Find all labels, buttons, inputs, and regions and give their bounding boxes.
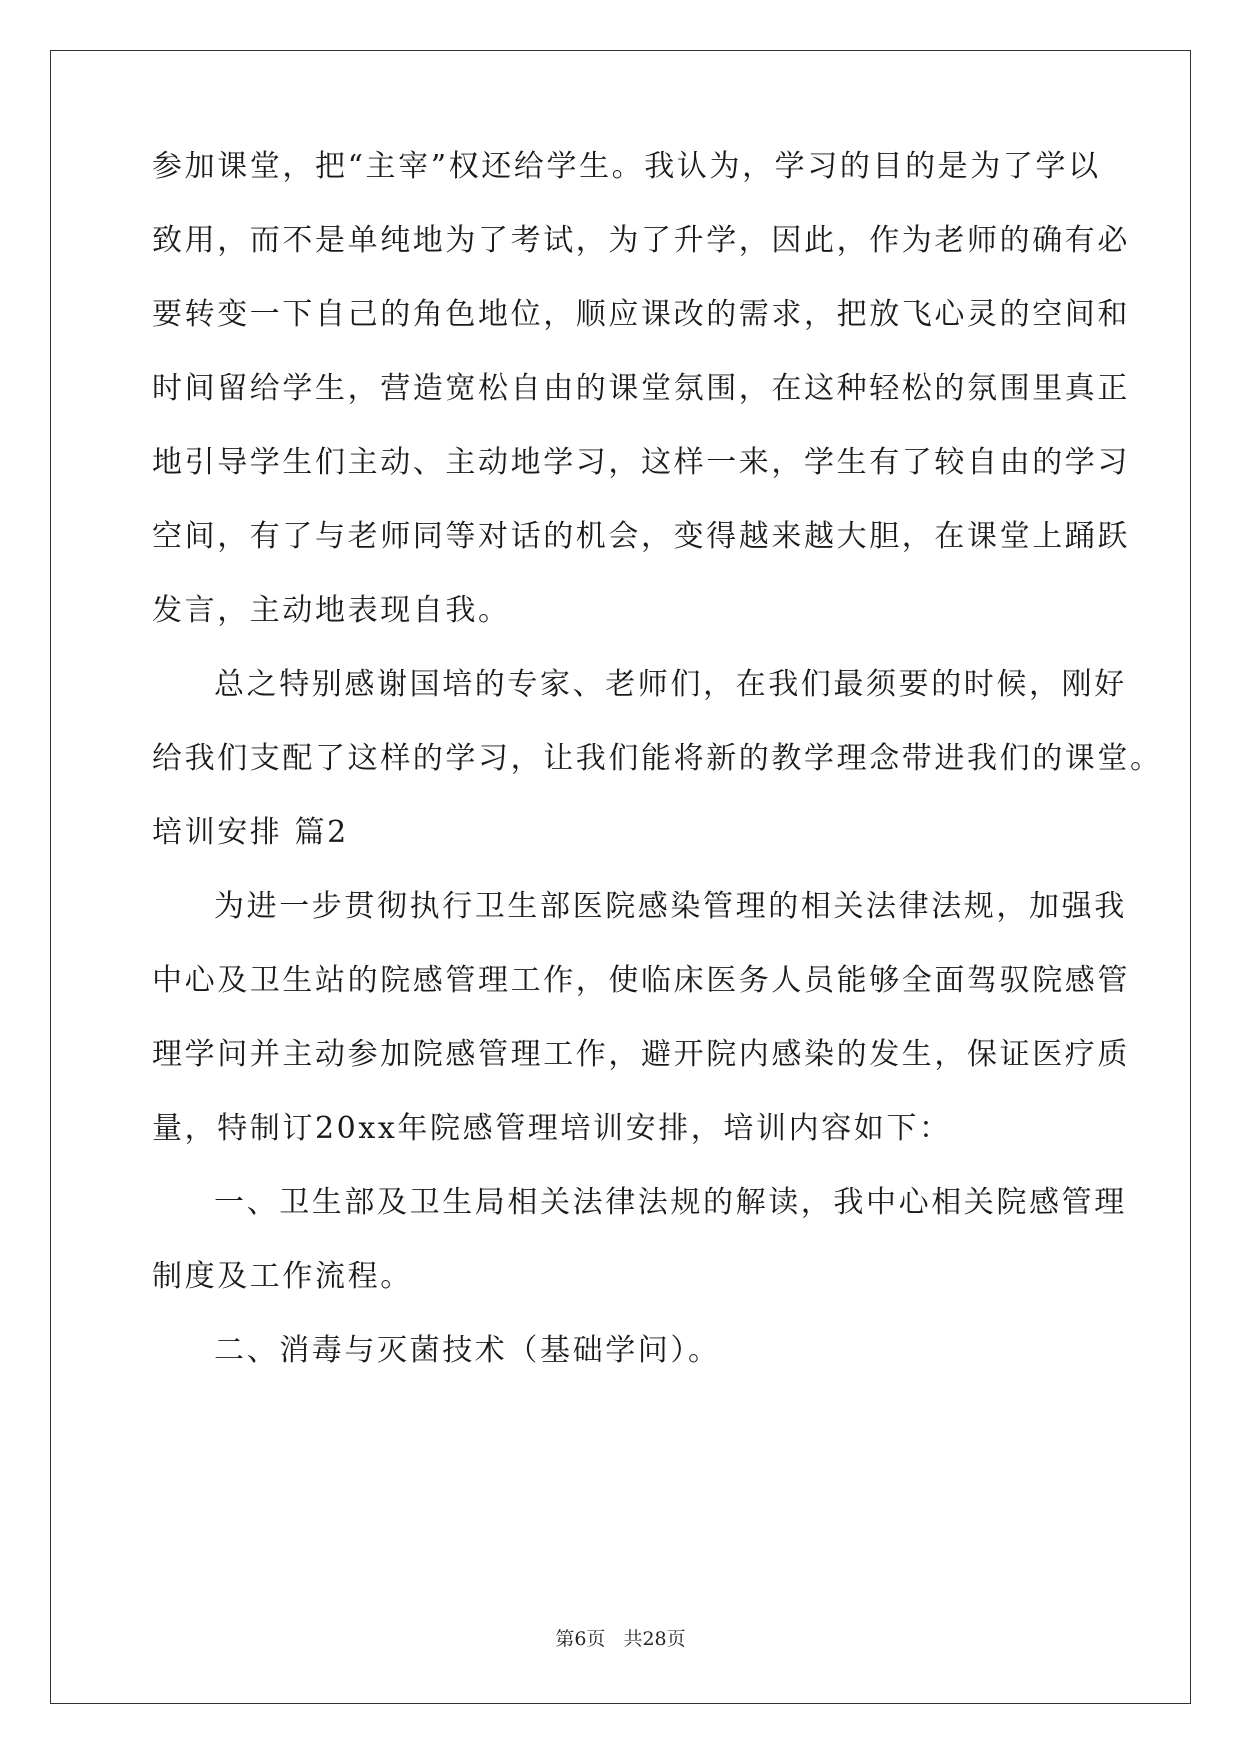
text-line: 致用，而不是单纯地为了考试，为了升学，因此，作为老师的确有必 xyxy=(152,223,1130,258)
text-line: 为进一步贯彻执行卫生部医院感染管理的相关法律法规，加强我 xyxy=(214,889,1127,924)
text-line: 要转变一下自己的角色地位，顺应课改的需求，把放飞心灵的空间和 xyxy=(152,297,1130,332)
text-line: 总之特别感谢国培的专家、老师们，在我们最须要的时候，刚好 xyxy=(214,667,1127,702)
text-line: 制度及工作流程。 xyxy=(152,1259,413,1294)
page-number: 第6页 xyxy=(555,1628,606,1650)
section-heading: 培训安排 篇2 xyxy=(152,815,349,850)
text-line: 地引导学生们主动、主动地学习，这样一来，学生有了较自由的学习 xyxy=(152,445,1130,480)
text-line: 时间留给学生，营造宽松自由的课堂氛围，在这种轻松的氛围里真正 xyxy=(152,371,1130,406)
page-total: 共28页 xyxy=(623,1628,686,1650)
text-line: 空间，有了与老师同等对话的机会，变得越来越大胆，在课堂上踊跃 xyxy=(152,519,1130,554)
text-line: 发言，主动地表现自我。 xyxy=(152,593,511,628)
text-line: 中心及卫生站的院感管理工作，使临床医务人员能够全面驾驭院感管 xyxy=(152,963,1130,998)
text-line: 二、消毒与灭菌技术（基础学问）。 xyxy=(214,1333,721,1368)
text-line: 一、卫生部及卫生局相关法律法规的解读，我中心相关院感管理 xyxy=(214,1185,1127,1220)
text-line: 理学问并主动参加院感管理工作，避开院内感染的发生，保证医疗质 xyxy=(152,1037,1130,1072)
page-footer xyxy=(0,1627,1241,1651)
text-line: 给我们支配了这样的学习，让我们能将新的教学理念带进我们的课堂。 xyxy=(152,741,1163,776)
text-line: 量，特制订20xx年院感管理培训安排，培训内容如下： xyxy=(152,1111,952,1146)
text-line: 参加课堂，把“主宰”权还给学生。我认为，学习的目的是为了学以 xyxy=(152,149,1101,184)
